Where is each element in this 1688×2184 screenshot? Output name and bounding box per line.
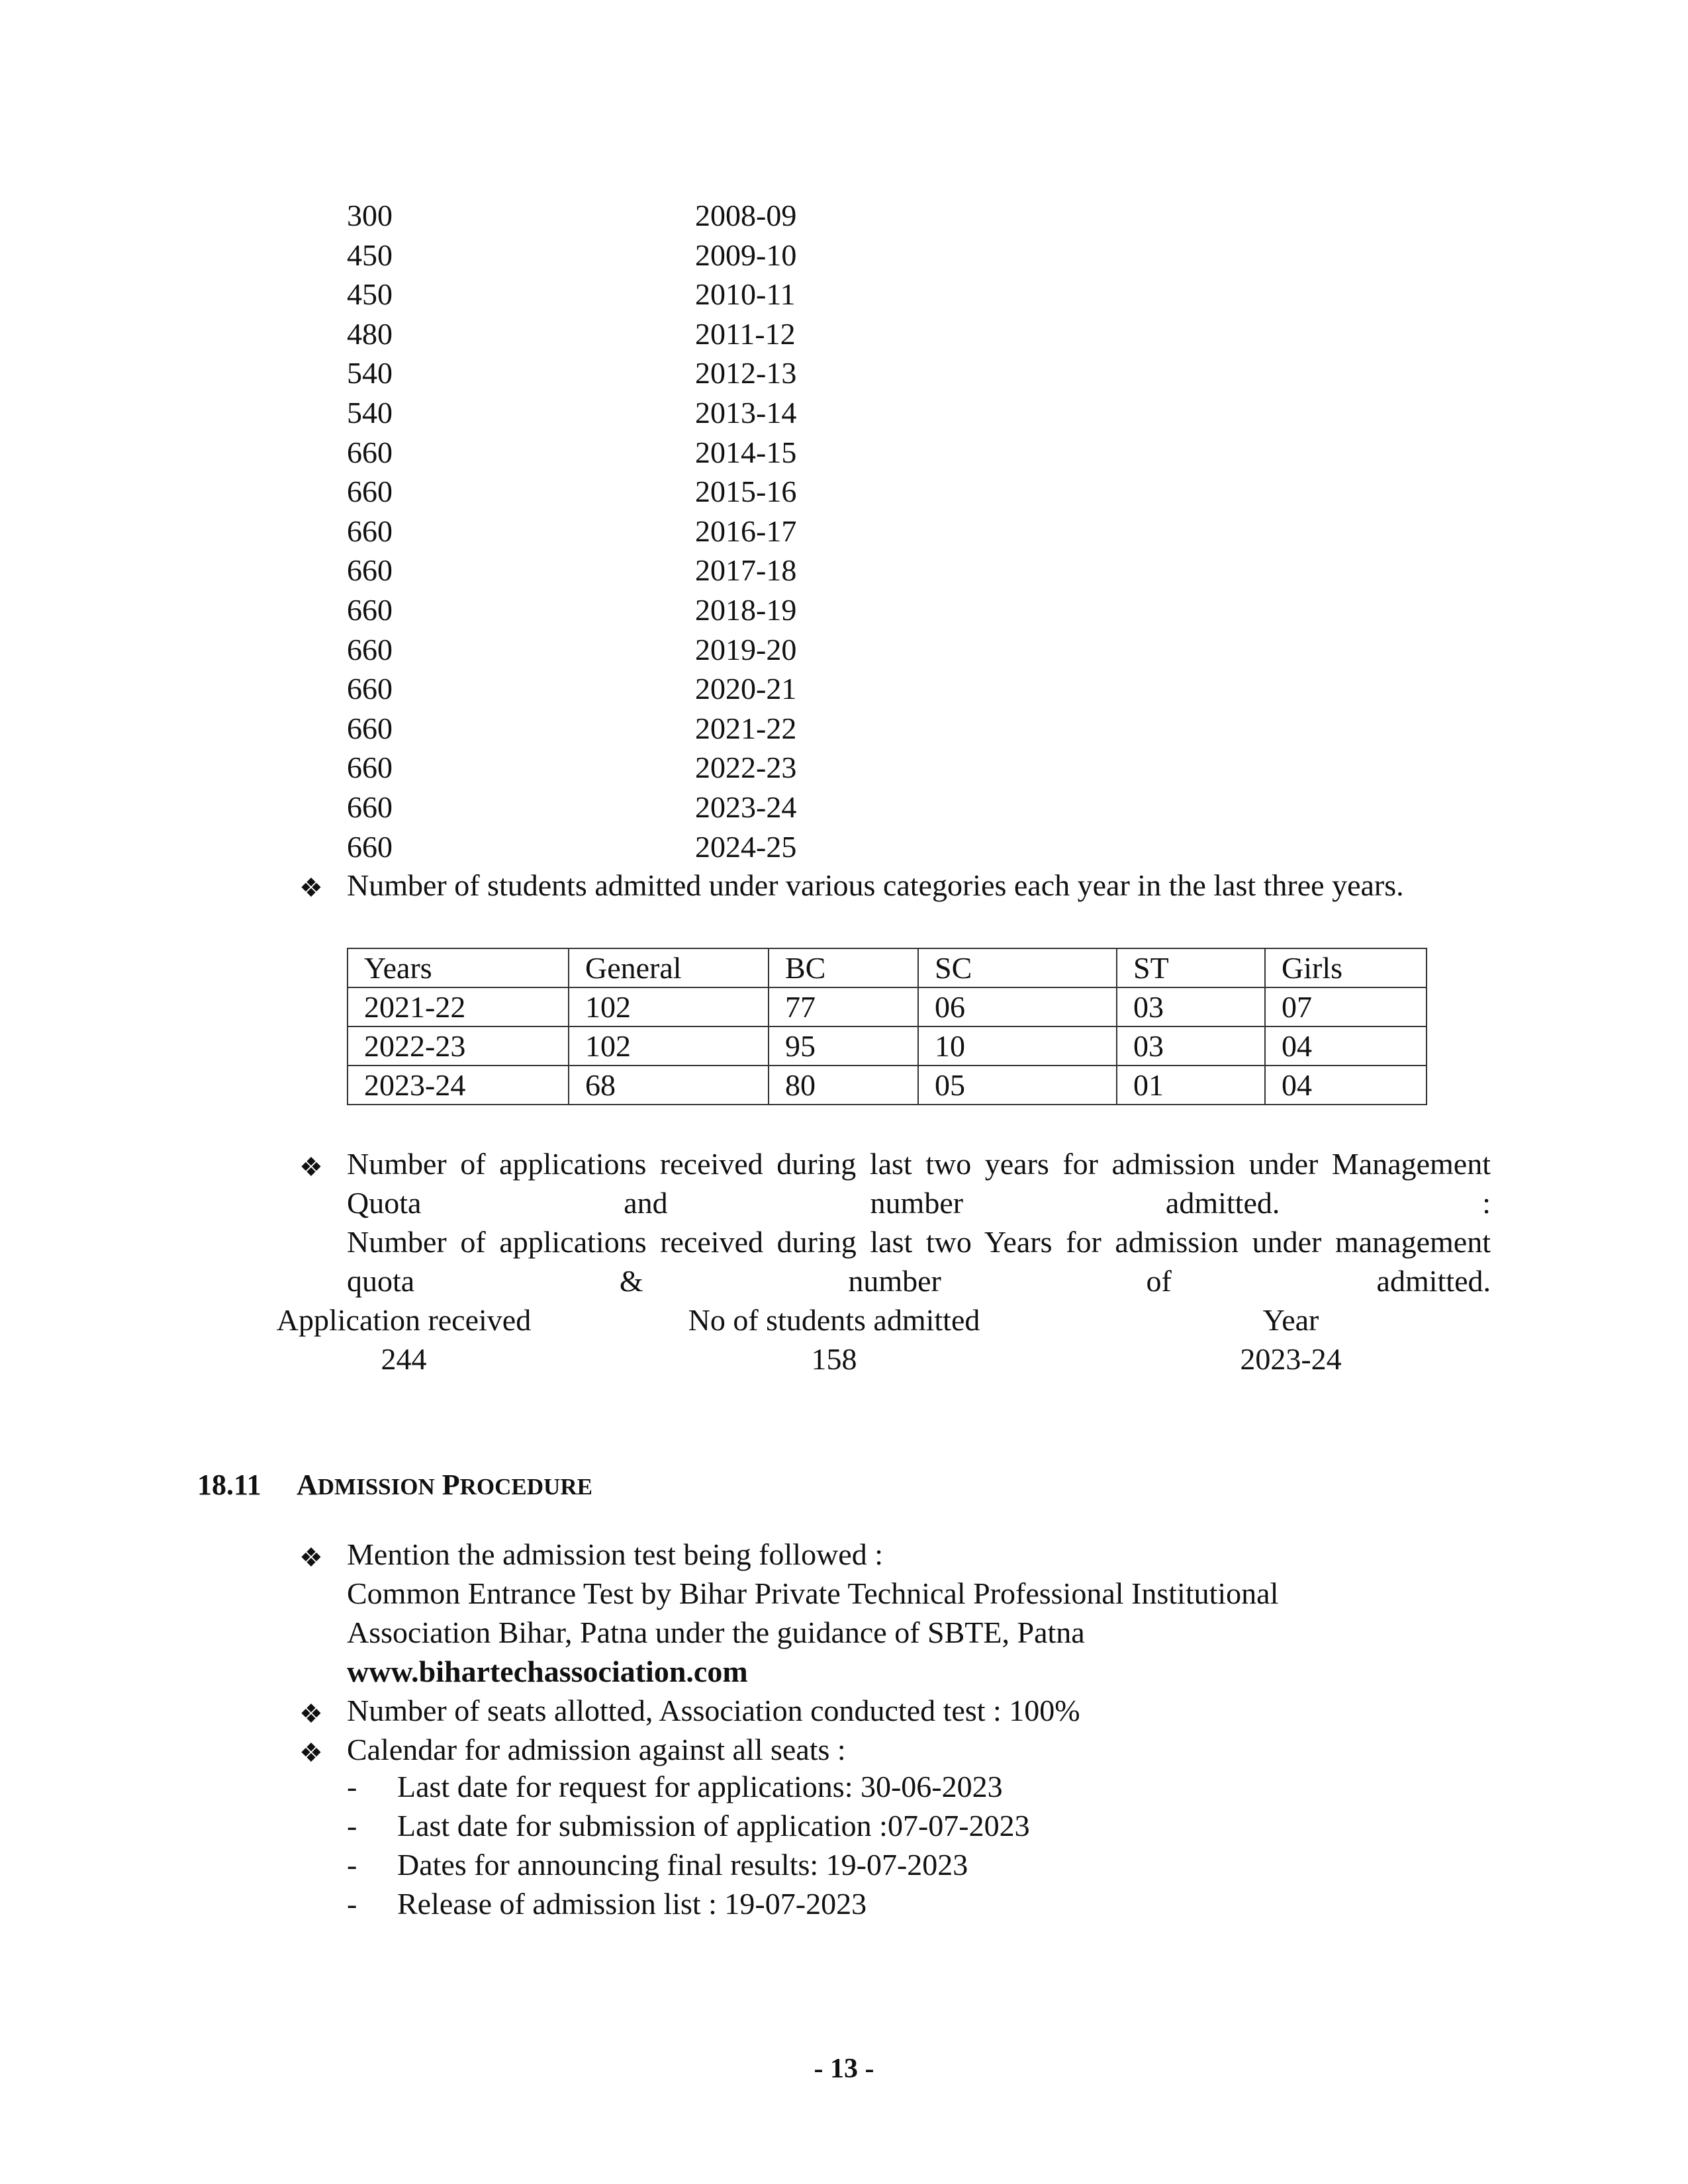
intake-value: 660 bbox=[347, 475, 393, 509]
intake-year: 2013-14 bbox=[695, 395, 797, 430]
table-cell: 2023-24 bbox=[348, 1066, 569, 1105]
table-cell: 03 bbox=[1117, 987, 1265, 1026]
table-cell: 10 bbox=[918, 1026, 1117, 1066]
intake-value: 450 bbox=[347, 277, 393, 312]
section-title-p: P bbox=[442, 1469, 460, 1501]
table-header-cell: SC bbox=[918, 948, 1117, 987]
table-cell: 01 bbox=[1117, 1066, 1265, 1105]
table-cell: 102 bbox=[569, 1026, 769, 1066]
bullet-icon: ❖ bbox=[299, 1152, 323, 1182]
intake-value: 660 bbox=[347, 751, 393, 785]
table-cell: 95 bbox=[769, 1026, 918, 1066]
intake-row bbox=[347, 748, 943, 788]
table-cell: 04 bbox=[1265, 1066, 1427, 1105]
intake-year: 2022-23 bbox=[695, 751, 797, 785]
intake-row bbox=[347, 551, 943, 590]
table-header-row bbox=[348, 948, 1427, 987]
bullet-icon: ❖ bbox=[299, 873, 323, 903]
intake-row bbox=[347, 512, 943, 551]
intake-year: 2014-15 bbox=[695, 435, 797, 469]
bullet-icon: ❖ bbox=[299, 1738, 323, 1768]
intake-value: 540 bbox=[347, 356, 393, 390]
table-cell: 03 bbox=[1117, 1026, 1265, 1066]
dash-marker: - bbox=[347, 1887, 357, 1921]
table-cell: 2021-22 bbox=[348, 987, 569, 1026]
admitted-value: 158 bbox=[811, 1342, 857, 1376]
admission-test-line2: Association Bihar, Patna under the guidance of SBTE, Patna bbox=[347, 1615, 1085, 1649]
intake-year: 2018-19 bbox=[695, 592, 797, 627]
intake-row bbox=[347, 236, 943, 275]
section-title-a: A bbox=[297, 1469, 318, 1501]
bullet-icon: ❖ bbox=[299, 1699, 323, 1729]
intake-row bbox=[347, 827, 943, 867]
dash-marker: - bbox=[347, 1809, 357, 1843]
page-number: - 13 - bbox=[814, 2054, 874, 2084]
admitted-header: No of students admitted bbox=[688, 1303, 980, 1337]
intake-year: 2020-21 bbox=[695, 672, 797, 706]
intake-row bbox=[347, 590, 943, 630]
intake-row bbox=[347, 709, 943, 749]
calendar-item: Last date for request for applications: 30-06-2023 bbox=[397, 1770, 1003, 1803]
intake-row bbox=[347, 275, 943, 314]
management-quota-text: Number of applications received during last two years for admission under Management Quota and number admitted. : bbox=[347, 1147, 1491, 1220]
intake-value: 660 bbox=[347, 632, 393, 666]
intake-value: 660 bbox=[347, 790, 393, 824]
intake-year: 2017-18 bbox=[695, 553, 797, 588]
intake-row bbox=[347, 788, 943, 827]
intake-row bbox=[347, 314, 943, 354]
intake-year: 2023-24 bbox=[695, 790, 797, 824]
table-row bbox=[348, 1026, 1427, 1066]
intake-row bbox=[347, 669, 943, 709]
categories-intro: Number of students admitted under various categories each year in the last three years. bbox=[347, 868, 1404, 902]
table-cell: 102 bbox=[569, 987, 769, 1026]
table-header-cell: General bbox=[569, 948, 769, 987]
intake-value: 660 bbox=[347, 435, 393, 469]
intake-year: 2010-11 bbox=[695, 277, 796, 312]
table-cell: 2022-23 bbox=[348, 1026, 569, 1066]
calendar-item: Release of admission list : 19-07-2023 bbox=[397, 1887, 867, 1921]
intake-row bbox=[347, 196, 943, 236]
bullet-icon: ❖ bbox=[299, 1543, 323, 1572]
management-quota-note: Number of applications received during last two Years for admission under management quota & number of admitted. bbox=[347, 1225, 1491, 1298]
intake-row bbox=[347, 353, 943, 393]
table-header-cell: BC bbox=[769, 948, 918, 987]
intake-list bbox=[347, 196, 943, 866]
intake-year: 2016-17 bbox=[695, 514, 797, 548]
intake-year: 2015-16 bbox=[695, 475, 797, 509]
table-cell: 07 bbox=[1265, 987, 1427, 1026]
intake-value: 480 bbox=[347, 316, 393, 351]
calendar-item: Dates for announcing final results: 19-07-2023 bbox=[397, 1848, 968, 1882]
intake-value: 660 bbox=[347, 514, 393, 548]
section-title-p-rest: ROCEDURE bbox=[459, 1474, 592, 1500]
calendar-label: Calendar for admission against all seats : bbox=[347, 1733, 846, 1766]
section-title-a-rest: DMISSION bbox=[317, 1474, 435, 1500]
table-cell: 77 bbox=[769, 987, 918, 1026]
website-link[interactable]: www.bihartechassociation.com bbox=[347, 1655, 748, 1688]
table-row bbox=[348, 1066, 1427, 1105]
intake-year: 2019-20 bbox=[695, 632, 797, 666]
intake-row bbox=[347, 433, 943, 473]
table-cell: 04 bbox=[1265, 1026, 1427, 1066]
dash-marker: - bbox=[347, 1848, 357, 1882]
intake-value: 660 bbox=[347, 829, 393, 864]
applications-value: 244 bbox=[381, 1342, 427, 1376]
table-cell: 06 bbox=[918, 987, 1117, 1026]
section-heading bbox=[197, 1468, 592, 1502]
seats-allotted: Number of seats allotted, Association conducted test : 100% bbox=[347, 1694, 1080, 1727]
intake-year: 2012-13 bbox=[695, 356, 797, 390]
intake-value: 450 bbox=[347, 238, 393, 272]
intake-value: 660 bbox=[347, 592, 393, 627]
category-table bbox=[347, 948, 1427, 1105]
dash-marker: - bbox=[347, 1770, 357, 1803]
intake-year: 2011-12 bbox=[695, 316, 796, 351]
table-header-cell: Girls bbox=[1265, 948, 1427, 987]
intake-value: 540 bbox=[347, 395, 393, 430]
admission-test-line1: Common Entrance Test by Bihar Private Technical Professional Institutional bbox=[347, 1576, 1279, 1610]
intake-value: 300 bbox=[347, 199, 393, 232]
table-header-cell: ST bbox=[1117, 948, 1265, 987]
intake-year: 2008-09 bbox=[695, 199, 797, 232]
section-number: 18.11 bbox=[197, 1469, 261, 1501]
intake-row bbox=[347, 472, 943, 512]
year-value: 2023-24 bbox=[1240, 1342, 1342, 1376]
intake-row bbox=[347, 630, 943, 670]
table-cell: 80 bbox=[769, 1066, 918, 1105]
applications-header: Application received bbox=[276, 1303, 532, 1337]
admission-test-label: Mention the admission test being followed : bbox=[347, 1537, 884, 1571]
intake-value: 660 bbox=[347, 672, 393, 706]
intake-value: 660 bbox=[347, 711, 393, 745]
intake-value: 660 bbox=[347, 553, 393, 588]
calendar-item: Last date for submission of application :07-07-2023 bbox=[397, 1809, 1030, 1843]
table-header-cell: Years bbox=[348, 948, 569, 987]
table-cell: 68 bbox=[569, 1066, 769, 1105]
year-header: Year bbox=[1262, 1303, 1319, 1337]
intake-year: 2021-22 bbox=[695, 711, 797, 745]
intake-row bbox=[347, 393, 943, 433]
intake-year: 2024-25 bbox=[695, 829, 797, 864]
table-cell: 05 bbox=[918, 1066, 1117, 1105]
intake-year: 2009-10 bbox=[695, 238, 797, 272]
table-row bbox=[348, 987, 1427, 1026]
